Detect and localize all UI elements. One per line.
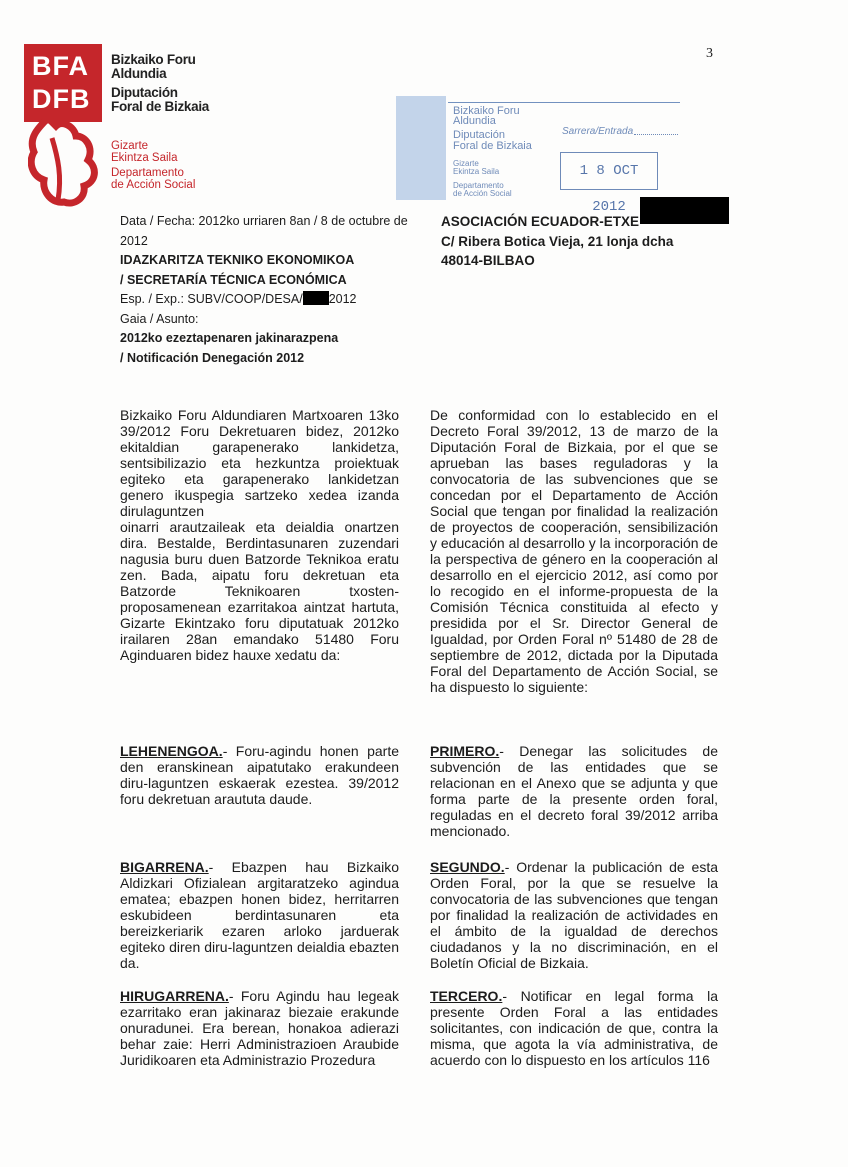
stamp-logo-icon (396, 96, 446, 200)
article-heading: SEGUNDO. (430, 859, 505, 875)
logo-text-bfa: BFA (32, 51, 89, 81)
redaction-bar (640, 197, 729, 224)
paragraph: oinarri arautzaileak eta deialdia onartzen dira. Bestalde, Berdintasunaren zuzendari nagusia buru duen Batzorde Teknikoa eratu zen. Bada, aipatu foru dekretuan eta Batzorde Teknikoaren txosten-proposamenean ezarritakoa aintzat hartuta, Gizarte Ekintzako foru diputatuak 2012ko irailaren 28an emandako 51480 Foru Aginduaren bidez hauxe xedatu da: (120, 519, 399, 663)
article-heading: LEHENENGOA. (120, 743, 223, 759)
article-heading: HIRUGARRENA. (120, 988, 229, 1004)
stamp-dept-line: de Acción Social (453, 189, 512, 198)
article-heading: TERCERO. (430, 988, 503, 1004)
article-first-basque (120, 743, 399, 807)
bfa-dfb-logo (24, 44, 102, 122)
stamp-border (448, 102, 680, 103)
subject-label: Gaia / Asunto: (120, 311, 199, 326)
article-text: - Foru Agindu hau legeak ezarritako eran jakinaraz biezaie erakunde onuradunei. Era berean, honakoa adierazi behar zaie: Herri Administrazioen Araubide Juridikoaren eta Administrazio Prozedura (120, 988, 399, 1068)
article-text: - Foru-agindu honen parte den eranskinean aipatutako erakundeen diru-laguntzen eskaerak ezestea. 39/2012 foru dekretuan araututa daude. (120, 743, 399, 807)
paragraph: Bizkaiko Foru Aldundiaren Martxoaren 13ko 39/2012 Foru Dekretuaren bidez, 2012ko ekitaldian garapenerako lankidetza, sentsibilizazio eta hezkuntza proiektuak egiteko eta garapenerako lankidetzan genero ikuspegia sartzeko xedea izanda dirulaguntzen (120, 407, 399, 519)
dept-line: de Acción Social (111, 179, 196, 191)
stamp-org-line: Aldundia (453, 115, 496, 127)
registry-stamp (396, 96, 680, 230)
stamp-dept-line: Gizarte (453, 159, 479, 168)
date-line: Data / Fecha: 2012ko urriaren 8an / 8 de octubre de (120, 214, 408, 228)
logo-text-dfb: DFB (32, 84, 91, 114)
stamp-org-line: Foral de Bizkaia (453, 140, 532, 152)
article-heading: BIGARRENA. (120, 859, 209, 875)
org-line: Diputación (111, 85, 178, 100)
article-third-basque (120, 988, 399, 1068)
article-heading: PRIMERO. (430, 743, 500, 759)
file-ref-suffix: 2012 (328, 292, 357, 306)
article-text: - Notificar en legal forma la presente Orden Foral a las entidades solicitantes, con indicación de que, contra la misma, que agota la vía administrativa, de acuerdo con lo dispuesto en los artículos 116 (430, 988, 718, 1068)
org-line: Aldundia (111, 66, 167, 81)
stamp-dept-line: Ekintza Saila (453, 167, 500, 176)
stamp-org-line: Diputación (453, 129, 505, 141)
subject-line: 2012ko ezeztapenaren jakinarazpena (120, 331, 339, 345)
article-third-spanish (430, 988, 718, 1068)
oak-leaf-icon (28, 118, 98, 208)
document-meta (120, 212, 420, 368)
address-line: ASOCIACIÓN ECUADOR-ETXE (441, 214, 640, 229)
article-second-basque (120, 859, 399, 971)
stamp-org-line: Bizkaiko Foru (453, 105, 520, 117)
address-line: 48014-BILBAO (441, 253, 535, 268)
org-line: Foral de Bizkaia (111, 99, 209, 114)
org-name-eu (111, 53, 196, 81)
stamp-dotted-line (634, 134, 678, 135)
recipient-address (441, 212, 673, 271)
stamp-entry-label: Sarrera/Entrada (562, 126, 634, 137)
dept-name-es (111, 167, 195, 191)
date-line: 2012 (120, 233, 148, 248)
dept-line: Gizarte (111, 140, 149, 152)
office-line: IDAZKARITZA TEKNIKO EKONOMIKOA (120, 253, 355, 267)
article-first-spanish (430, 743, 718, 839)
article-text: - Denegar las solicitudes de subvención de las entidades que se relacionan en el Anexo que se adjunta y que forma parte de la presente orden foral, reguladas en el decreto foral 39/2012 arriba mencionado. (430, 743, 718, 839)
redaction-bar (303, 291, 329, 305)
stamp-date: 1 8 OCT 2012 (560, 152, 658, 190)
org-line: Bizkaiko Foru (111, 52, 196, 67)
article-text: - Ebazpen hau Bizkaiko Aldizkari Ofizialean argitaratzeko agindua ematea; ebazpen honen bidez, herritarren eskubideen berdintasunaren eta bereizkeriarik ezaren arloko jarduerak egiteko diren diru-laguntzen deialdia ebazten da. (120, 859, 399, 971)
page-number: 3 (706, 46, 713, 61)
stamp-dept-line: Departamento (453, 181, 504, 190)
address-line: C/ Ribera Botica Vieja, 21 lonja dcha (441, 233, 674, 249)
article-second-spanish (430, 859, 718, 971)
intro-spanish: De conformidad con lo establecido en el Decreto Foral 39/2012, 13 de marzo de la Diputación Foral de Bizkaia, por el que se aprueban las bases reguladoras y la convocatoria de las subvenciones que se concedan por el Departamento de Acción Social que tengan por finalidad la realización de proyectos de cooperación, sensibilización y educación al desarrollo y la incorporación de la perspectiva de género en la cooperación al desarrollo en el ejercicio 2012, así como por lo recogido en el informe-propuesta de la Comisión Técnica constituida al efecto y presidida por el Sr. Director General de Igualdad, por Orden Foral nº 51480 de 28 de septiembre de 2012, dictada por la Diputada Foral del Departamento de Acción Social, se ha dispuesto lo siguiente: (430, 407, 718, 695)
dept-name-eu (111, 140, 177, 164)
file-ref-prefix: Esp. / Exp.: SUBV/COOP/DESA/ (120, 292, 303, 306)
subject-line: / Notificación Denegación 2012 (120, 350, 305, 365)
office-line: / SECRETARÍA TÉCNICA ECONÓMICA (120, 272, 347, 287)
intro-basque (120, 407, 399, 663)
file-reference (120, 290, 420, 310)
org-name-es (111, 86, 209, 114)
dept-line: Departamento (111, 167, 184, 179)
dept-line: Ekintza Saila (111, 152, 178, 164)
article-text: - Ordenar la publicación de esta Orden Foral, por la que se resuelve la convocatoria de las subvenciones que tengan por finalidad la realización de actividades en el ámbito de la igualdad de derechos ciudadanos y la no discriminación, en el Boletín Oficial de Bizkaia. (430, 859, 718, 971)
